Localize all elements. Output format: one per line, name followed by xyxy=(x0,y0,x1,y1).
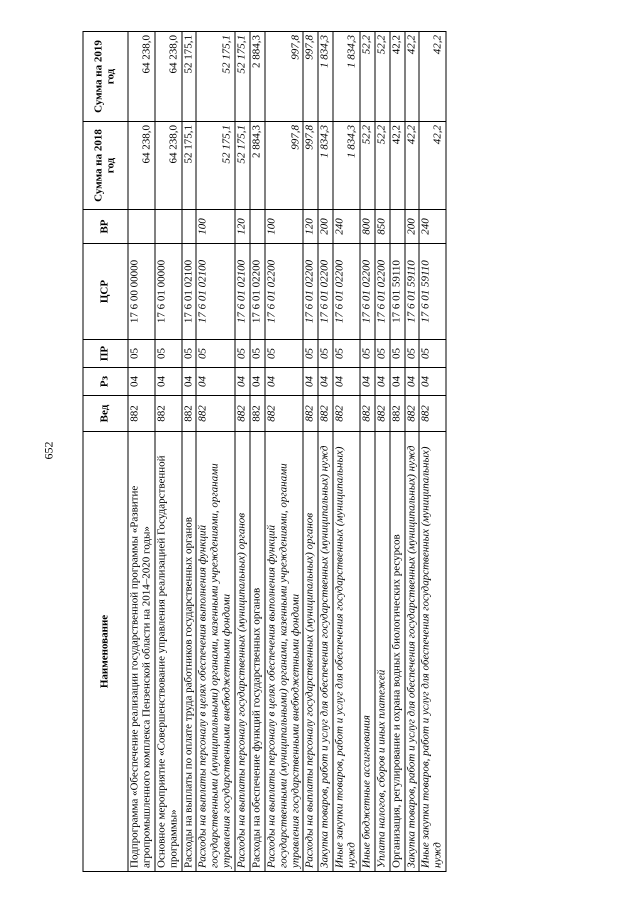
cell-pr: 05 xyxy=(390,340,405,368)
budget-table-container xyxy=(83,32,558,872)
cell-sum-2018: 52 175,1 xyxy=(196,122,235,210)
table-row xyxy=(390,32,405,872)
cell-rz: 04 xyxy=(250,368,265,396)
cell-sum-2019: 1 834,3 xyxy=(333,32,360,122)
table-row xyxy=(405,32,420,872)
header-sum-2018: Сумма на 2018 год xyxy=(83,122,128,210)
cell-sum-2019: 52 175,1 xyxy=(196,32,235,122)
cell-ved: 882 xyxy=(196,396,235,432)
cell-vr: 240 xyxy=(419,210,446,244)
cell-csr: 17 6 01 00000 xyxy=(155,244,182,340)
cell-name: Расходы на выплаты персоналу государственных (муниципальных) органов xyxy=(235,432,250,872)
cell-sum-2019: 52,2 xyxy=(375,32,390,122)
cell-pr: 05 xyxy=(250,340,265,368)
cell-sum-2018: 997,8 xyxy=(265,122,304,210)
cell-sum-2018: 1 834,3 xyxy=(333,122,360,210)
cell-pr: 05 xyxy=(235,340,250,368)
cell-rz: 04 xyxy=(375,368,390,396)
cell-ved: 882 xyxy=(265,396,304,432)
table-row xyxy=(360,32,375,872)
table-row xyxy=(375,32,390,872)
cell-name: Иные бюджетные ассигнования xyxy=(360,432,375,872)
cell-sum-2019: 64 238,0 xyxy=(128,32,155,122)
cell-csr: 17 6 01 02200 xyxy=(265,244,304,340)
cell-ved: 882 xyxy=(155,396,182,432)
cell-sum-2019: 2 884,3 xyxy=(250,32,265,122)
table-row xyxy=(155,32,182,872)
cell-name: Уплата налогов, сборов и иных платежей xyxy=(375,432,390,872)
cell-rz: 04 xyxy=(333,368,360,396)
cell-vr xyxy=(128,210,155,244)
cell-rz: 04 xyxy=(360,368,375,396)
cell-name: Расходы на выплаты персоналу в целях обеспечения выполнения функций государственными (муниципальными) органами, казенными учреждениями, органами управления государственными внебюджетными фондами xyxy=(265,432,304,872)
cell-name: Подпрограмма «Обеспечение реализации государственной программы «Развитие агропромышленного комплекса Пензенской области на 2014–2020 годы» xyxy=(128,432,155,872)
header-name: Наименование xyxy=(83,432,128,872)
cell-ved: 882 xyxy=(182,396,197,432)
cell-csr: 17 6 01 59110 xyxy=(419,244,446,340)
cell-name: Расходы на обеспечение функций государственных органов xyxy=(250,432,265,872)
cell-ved: 882 xyxy=(318,396,333,432)
header-csr: ЦСР xyxy=(83,244,128,340)
cell-sum-2018: 64 238,0 xyxy=(155,122,182,210)
cell-sum-2018: 997,8 xyxy=(303,122,318,210)
cell-pr: 05 xyxy=(318,340,333,368)
cell-rz: 04 xyxy=(318,368,333,396)
cell-pr: 05 xyxy=(128,340,155,368)
cell-pr: 05 xyxy=(196,340,235,368)
cell-sum-2019: 52 175,1 xyxy=(235,32,250,122)
cell-rz: 04 xyxy=(405,368,420,396)
cell-ved: 882 xyxy=(250,396,265,432)
cell-csr: 17 6 01 02200 xyxy=(375,244,390,340)
cell-vr: 200 xyxy=(318,210,333,244)
cell-ved: 882 xyxy=(390,396,405,432)
cell-name: Иные закупки товаров, работ и услуг для обеспечения государственных (муниципальных) нужд xyxy=(333,432,360,872)
cell-ved: 882 xyxy=(419,396,446,432)
cell-rz: 04 xyxy=(128,368,155,396)
cell-vr: 800 xyxy=(360,210,375,244)
cell-sum-2018: 42,2 xyxy=(405,122,420,210)
header-rz: Рз xyxy=(83,368,128,396)
table-row xyxy=(128,32,155,872)
cell-sum-2019: 52 175,1 xyxy=(182,32,197,122)
cell-csr: 17 6 01 59110 xyxy=(390,244,405,340)
cell-pr: 05 xyxy=(333,340,360,368)
cell-csr: 17 6 01 02200 xyxy=(250,244,265,340)
table-row xyxy=(235,32,250,872)
cell-sum-2018: 1 834,3 xyxy=(318,122,333,210)
cell-rz: 04 xyxy=(303,368,318,396)
cell-sum-2018: 52 175,1 xyxy=(235,122,250,210)
cell-pr: 05 xyxy=(419,340,446,368)
cell-vr: 100 xyxy=(265,210,304,244)
cell-csr: 17 6 00 00000 xyxy=(128,244,155,340)
cell-rz: 04 xyxy=(196,368,235,396)
table-row xyxy=(196,32,235,872)
cell-ved: 882 xyxy=(360,396,375,432)
cell-vr: 100 xyxy=(196,210,235,244)
cell-ved: 882 xyxy=(405,396,420,432)
cell-vr: 240 xyxy=(333,210,360,244)
header-sum-2019: Сумма на 2019 год xyxy=(83,32,128,122)
cell-name: Организация, регулирование и охрана водных биологических ресурсов xyxy=(390,432,405,872)
cell-vr xyxy=(250,210,265,244)
cell-ved: 882 xyxy=(128,396,155,432)
cell-ved: 882 xyxy=(303,396,318,432)
cell-name: Расходы на выплаты по оплате труда работников государственных органов xyxy=(182,432,197,872)
cell-rz: 04 xyxy=(390,368,405,396)
cell-csr: 17 6 01 02100 xyxy=(196,244,235,340)
cell-pr: 05 xyxy=(182,340,197,368)
cell-sum-2018: 52,2 xyxy=(375,122,390,210)
cell-sum-2018: 42,2 xyxy=(419,122,446,210)
cell-rz: 04 xyxy=(235,368,250,396)
cell-pr: 05 xyxy=(375,340,390,368)
cell-vr: 120 xyxy=(235,210,250,244)
cell-sum-2019: 997,8 xyxy=(265,32,304,122)
cell-ved: 882 xyxy=(333,396,360,432)
cell-rz: 04 xyxy=(265,368,304,396)
table-row xyxy=(333,32,360,872)
cell-sum-2019: 1 834,3 xyxy=(318,32,333,122)
table-row xyxy=(303,32,318,872)
table-row xyxy=(419,32,446,872)
cell-rz: 04 xyxy=(155,368,182,396)
cell-ved: 882 xyxy=(375,396,390,432)
cell-pr: 05 xyxy=(303,340,318,368)
table-row xyxy=(250,32,265,872)
cell-vr: 120 xyxy=(303,210,318,244)
cell-pr: 05 xyxy=(155,340,182,368)
cell-name: Расходы на выплаты персоналу государственных (муниципальных) органов xyxy=(303,432,318,872)
cell-sum-2018: 52,2 xyxy=(360,122,375,210)
cell-sum-2019: 42,2 xyxy=(390,32,405,122)
header-vr: ВР xyxy=(83,210,128,244)
cell-vr xyxy=(390,210,405,244)
budget-table xyxy=(83,31,447,872)
cell-pr: 05 xyxy=(265,340,304,368)
cell-name: Иные закупки товаров, работ и услуг для обеспечения государственных (муниципальных) нужд xyxy=(419,432,446,872)
cell-sum-2019: 997,8 xyxy=(303,32,318,122)
cell-pr: 05 xyxy=(360,340,375,368)
cell-sum-2018: 64 238,0 xyxy=(128,122,155,210)
cell-sum-2019: 42,2 xyxy=(419,32,446,122)
cell-vr: 200 xyxy=(405,210,420,244)
cell-pr: 05 xyxy=(405,340,420,368)
cell-csr: 17 6 01 02100 xyxy=(182,244,197,340)
cell-vr xyxy=(155,210,182,244)
cell-sum-2019: 42,2 xyxy=(405,32,420,122)
table-body xyxy=(128,32,446,872)
cell-sum-2018: 52 175,1 xyxy=(182,122,197,210)
header-ved: Вед xyxy=(83,396,128,432)
cell-name: Расходы на выплаты персоналу в целях обеспечения выполнения функций государственными (муниципальными) органами, казенными учреждениями, органами управления государственными внебюджетными фондами xyxy=(196,432,235,872)
table-header-row xyxy=(83,32,128,872)
cell-vr: 850 xyxy=(375,210,390,244)
cell-name: Закупка товаров, работ и услуг для обеспечения государственных (муниципальных) нужд xyxy=(318,432,333,872)
cell-csr: 17 6 01 02200 xyxy=(333,244,360,340)
cell-csr: 17 6 01 59110 xyxy=(405,244,420,340)
cell-vr xyxy=(182,210,197,244)
cell-rz: 04 xyxy=(182,368,197,396)
cell-sum-2019: 64 238,0 xyxy=(155,32,182,122)
cell-rz: 04 xyxy=(419,368,446,396)
header-pr: ПР xyxy=(83,340,128,368)
table-row xyxy=(265,32,304,872)
cell-sum-2018: 2 884,3 xyxy=(250,122,265,210)
cell-sum-2019: 52,2 xyxy=(360,32,375,122)
table-row xyxy=(318,32,333,872)
page-number: 652 xyxy=(41,441,56,460)
cell-csr: 17 6 01 02200 xyxy=(303,244,318,340)
cell-ved: 882 xyxy=(235,396,250,432)
cell-csr: 17 6 01 02100 xyxy=(235,244,250,340)
cell-csr: 17 6 01 02200 xyxy=(360,244,375,340)
cell-csr: 17 6 01 02200 xyxy=(318,244,333,340)
table-row xyxy=(182,32,197,872)
cell-name: Основное мероприятие «Совершенствование управления реализацией Государственной программы» xyxy=(155,432,182,872)
cell-sum-2018: 42,2 xyxy=(390,122,405,210)
cell-name: Закупка товаров, работ и услуг для обеспечения государственных (муниципальных) нужд xyxy=(405,432,420,872)
